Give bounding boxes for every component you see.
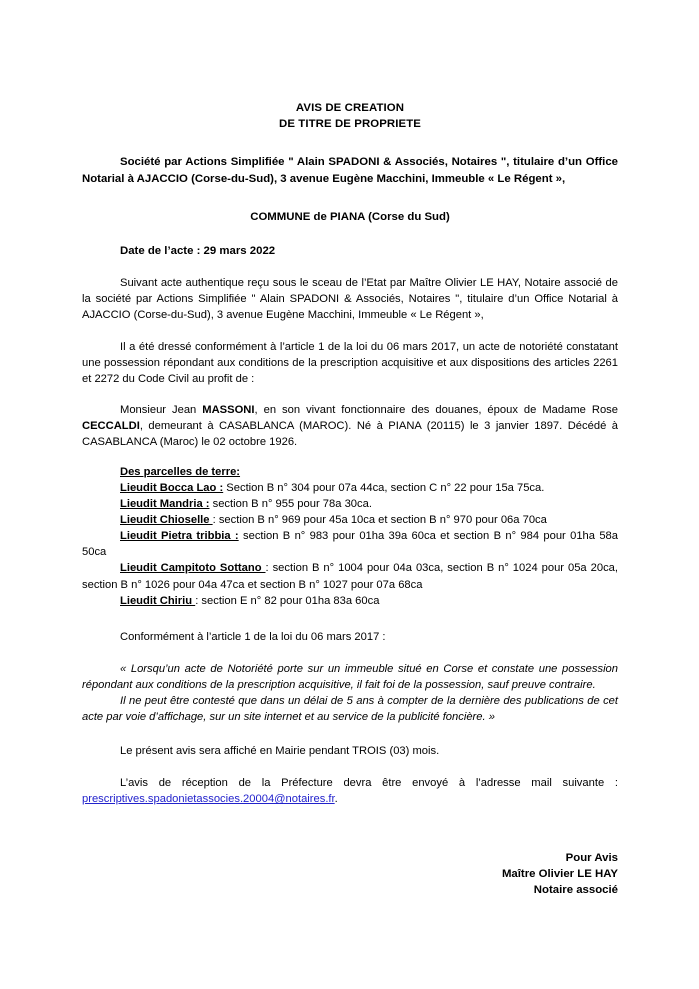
signature-line-role: Notaire associé xyxy=(533,883,618,896)
parcel-row xyxy=(82,528,618,560)
paragraph-beneficiary xyxy=(82,402,618,450)
prefecture-notice-period: . xyxy=(334,793,338,806)
paragraph-drafted-act: Il a été dressé conformément à l’article 1 de la loi du 06 mars 2017, un acte de notoriété constatant une possession répondant aux conditions de la prescription acquisitive et aux dispositions des articles 2261 et 2272 du Code Civil au profit de : xyxy=(82,341,618,386)
parcel-text: Section B n° 304 pour 07a 44ca, section C n° 22 pour 15a 75ca. xyxy=(223,481,545,494)
parcels-section xyxy=(82,464,618,609)
parcel-row xyxy=(82,512,618,528)
parcel-row xyxy=(82,480,618,496)
prefecture-notice-text: L’avis de réception de la Préfecture devra être envoyé à l’adresse mail suivante : xyxy=(120,777,618,790)
signature-line-name: Maître Olivier LE HAY xyxy=(501,868,618,881)
beneficiary-name-spouse: CECCALDI xyxy=(82,419,140,432)
act-date: Date de l’acte : 29 mars 2022 xyxy=(120,245,276,257)
parcel-label: Lieudit Pietra tribbia : xyxy=(120,530,239,543)
beneficiary-suffix: , demeurant à CASABLANCA (MAROC). Né à PIANA (20115) le 3 janvier 1897. Décédé à CASABLANCA (Maroc) le 02 octobre 1926. xyxy=(82,419,618,448)
signature-line-pour-avis: Pour Avis xyxy=(565,852,618,865)
parcel-row xyxy=(82,593,618,609)
beneficiary-prefix: Monsieur Jean xyxy=(120,403,203,416)
signature-block xyxy=(82,851,618,898)
quote-paragraph-1: « Lorsqu’un acte de Notoriété porte sur un immeuble situé en Corse et constate une possession répondant aux conditions de la prescription acquisitive, il fait foi de la possession, sauf preuve contraire. xyxy=(82,662,618,691)
company-identification-block: Société par Actions Simplifiée " Alain SPADONI & Associés, Notaires ", titulaire d’un Office Notarial à AJACCIO (Corse-du-Sud), 3 avenue Eugène Macchini, Immeuble « Le Régent », xyxy=(82,156,618,185)
conformity-line: Conformément à l’article 1 de la loi du 06 mars 2017 : xyxy=(120,630,386,643)
title-line-2: DE TITRE DE PROPRIETE xyxy=(279,117,421,130)
parcels-heading: Des parcelles de terre: xyxy=(120,465,241,478)
parcel-text: : section B n° 969 pour 45a 10ca et section B n° 970 pour 06a 70ca xyxy=(212,514,547,527)
document-title xyxy=(82,101,618,132)
paragraph-authentic-act: Suivant acte authentique reçu sous le sceau de l’Etat par Maître Olivier LE HAY, Notaire associé de la société par Actions Simplifiée " Alain SPADONI & Associés, Notaires ", titulaire d’un Office Notarial à AJACCIO (Corse-du-Sud), 3 avenue Eugène Macchini, Immeuble « Le Régent », xyxy=(82,277,618,322)
parcel-label: Lieudit Mandria : xyxy=(120,498,210,511)
parcel-label: Lieudit Bocca Lao : xyxy=(120,481,224,494)
parcel-text: : section B n° 1004 pour 04a 03ca, section B n° 1024 pour 05a 20ca, section B n° 1026 pour 04a 47ca et section B n° 1027 pour 07a 68ca xyxy=(82,562,618,591)
document-body xyxy=(82,101,618,898)
parcel-text: section B n° 983 pour 01ha 39a 60ca et section B n° 984 pour 01ha 58a 50ca xyxy=(82,530,618,559)
prefecture-notice xyxy=(82,775,618,807)
beneficiary-middle: , en son vivant fonctionnaire des douanes, époux de Madame Rose xyxy=(254,403,618,416)
prefecture-email-link[interactable]: prescriptives.spadonietassocies.20004@notaires.fr xyxy=(82,793,335,806)
parcel-text: section B n° 955 pour 78a 30ca. xyxy=(209,498,372,511)
parcel-row xyxy=(82,560,618,592)
quote-paragraph-2: Il ne peut être contesté que dans un délai de 5 ans à compter de la dernière des publications de cet acte par voie d’affichage, sur un site internet et au service de la publicité foncière. » xyxy=(82,694,618,724)
beneficiary-name-primary: MASSONI xyxy=(202,403,255,416)
display-notice: Le présent avis sera affiché en Mairie pendant TROIS (03) mois. xyxy=(120,745,440,758)
parcel-label: Lieudit Chioselle xyxy=(120,514,213,527)
commune-heading: COMMUNE de PIANA (Corse du Sud) xyxy=(250,211,450,223)
parcel-label: Lieudit Chiriu xyxy=(120,594,196,607)
parcel-text: : section E n° 82 pour 01ha 83a 60ca xyxy=(195,594,380,607)
parcel-label: Lieudit Campitoto Sottano xyxy=(120,562,266,575)
title-line-1: AVIS DE CREATION xyxy=(295,102,405,114)
parcel-row xyxy=(82,496,618,512)
